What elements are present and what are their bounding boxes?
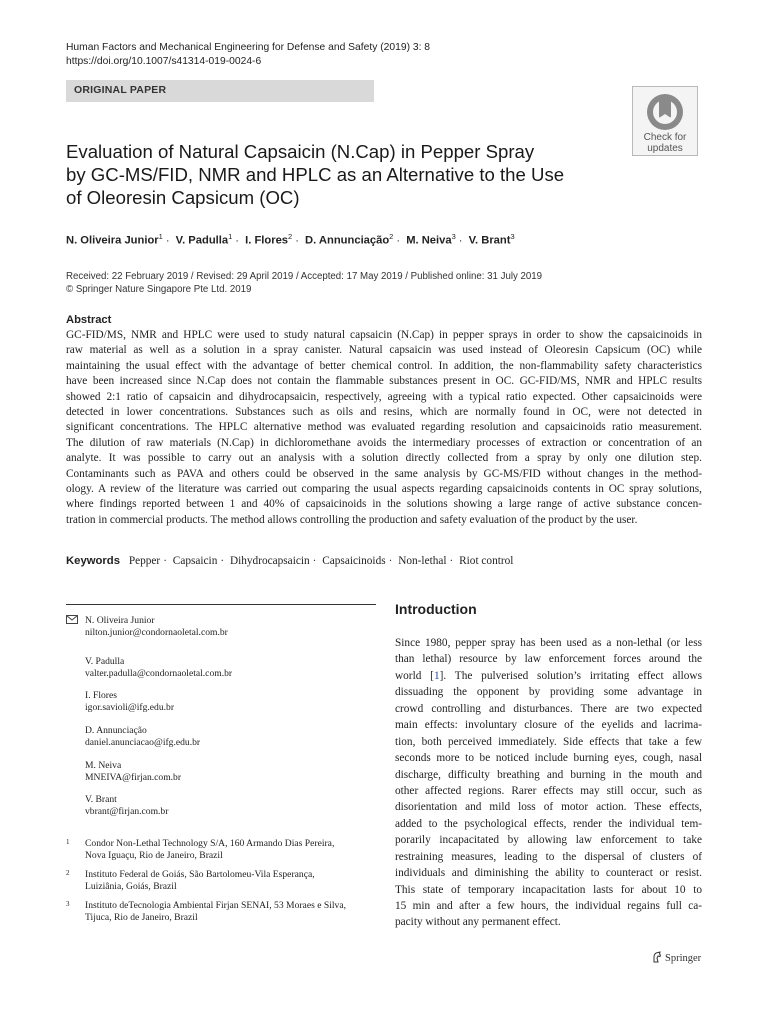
publisher-name: Springer [665,953,702,964]
intro-line: crowd controlling and disturbances. There are two expected [395,702,702,715]
correspondent-name: V. Brant [85,794,117,805]
springer-horse-icon [651,951,663,963]
check-badge-line2: updates [647,143,683,154]
abstract-line: The dilution of raw materials (N.Cap) in dichloromethane avoids the intermediary processes of extraction or concentration of an [66,436,702,449]
affiliation-number: 2 [66,869,70,877]
abstract-line: have been increased since N.Cap does not contain the flammable substances present in OC. GC-FID/MS, NMR and HPLC results [66,375,702,388]
abstract-line: showed 2:1 ratio of capsaicin and dihydrocapsaicin, respectively, agreeing with a typical ratio expected. Other capsaicinoids were [66,390,702,403]
intro-line: pacity without any permanent effect. [395,916,561,929]
abstract-line: raw material as well as a solution in a spray canister. Natural capsaicin was used instead of Oleoresin Capsicum (OC) while [66,344,702,357]
paper-title [66,140,566,209]
publication-dates: Received: 22 February 2019 / Revised: 29 April 2019 / Accepted: 17 May 2019 / Published online: 31 July 2019 [66,271,543,282]
intro-line: 15 min and after a few hours, the individual regains full ca- [395,900,702,912]
affiliation-number: 1 [66,838,70,846]
doi-link[interactable]: https://doi.org/10.1007/s41314-019-0024-6 [66,56,262,67]
abstract-line: detected in lower concentrations. Substances such as oils and resins, which are normally found in OC, were not detected in [66,405,702,418]
intro-line: dissuading the opponent by providing some advantage in [395,686,702,699]
footnote-divider [66,604,376,605]
introduction-heading: Introduction [395,601,477,617]
intro-line: than lethal) resource by law enforcement forces around the [395,653,702,666]
intro-line: added to the psychological effects, render the individual tem- [395,817,702,830]
intro-line: seconds more to be noticed include burning eyes, cough, nasal [395,752,702,765]
correspondent-email[interactable]: nilton.junior@condornaoletal.com.br [85,627,228,638]
correspondence-entry [85,725,200,749]
keyword: Dihydrocapsaicin [229,555,310,567]
correspondent-email[interactable]: valter.padulla@condornaoletal.com.br [85,668,233,679]
author-affiliation-mark: 1 [158,232,163,241]
correspondent-email[interactable]: daniel.anunciacao@ifg.edu.br [85,737,201,748]
keyword: Capsaicin [172,555,218,567]
author-name[interactable]: D. Annunciação [305,234,390,247]
intro-line: restraining measures, leading to the dispersal of clusters of [395,850,702,863]
author-affiliation-mark: 3 [510,232,515,241]
intro-line: discharge, difficulty breathing and burning in the mouth and [395,768,702,781]
title-line: Evaluation of Natural Capsaicin (N.Cap) in Pepper Spray [66,141,535,162]
intro-line: individuals and diminishing the ability to counteract or resist. [395,867,702,880]
paper-type-bar [66,80,374,102]
intro-line: disorientation and mild loss of motor action. These effects, [395,801,702,814]
correspondence-entry [85,656,232,680]
correspondence-entry [85,794,168,818]
keyword: Capsaicinoids [322,555,386,567]
correspondence-entry [85,760,181,784]
abstract-line: GC-FID/MS, NMR and HPLC were used to study natural capsaicin (N.Cap) in pepper sprays in order to show the capsaicinoids in [66,329,702,341]
correspondent-name: M. Neiva [85,760,122,771]
intro-line: Since 1980, pepper spray has been used as a non-lethal (or less [395,637,702,649]
abstract-line: analyte. It was possible to carry out an analysis with a solution directly collected from a spray by only one dilution step. [66,452,702,465]
title-line: of Oleoresin Capsicum (OC) [66,187,300,208]
intro-line: main effects: involuntary closure of the eyelids and lacrima- [395,719,702,732]
correspondent-email[interactable]: MNEIVA@firjan.com.br [85,772,182,783]
affiliation-line: Nova Iguaçu, Rio de Janeiro, Brazil [85,850,223,861]
correspondent-email[interactable]: igor.savioli@ifg.edu.br [85,702,175,713]
correspondence-entry [85,615,228,639]
author-line: N. Oliveira Junior$^1$ · V. Padulla$^1$ · I. Flores$^2$ · D. Annunciação$^2$ · M. Neiva$^3$ · V. Brant$^3$ [66,232,515,247]
intro-line: tion, both perceived immediately. Side effects that take a few [395,735,702,748]
author-name[interactable]: N. Oliveira Junior [66,234,159,247]
affiliation-line: Condor Non-Lethal Technology S/A, 160 Armando Dias Pereira, [85,838,335,849]
abstract-line: Contaminants such as PAVA and others could be observed in the same analysis by GC-MS/FID without changes in the method- [66,467,702,480]
abstract-line: maintaining the usual effect with the advantage of better chemical control. In addition, the non-flammability safety characteristics [66,359,702,372]
keywords-label: Keywords [66,555,120,567]
publisher-logo [651,951,701,964]
correspondence-entry [85,690,174,714]
author-affiliation-mark: 2 [288,232,293,241]
affiliation-line: Tijuca, Rio de Janeiro, Brazil [85,912,198,923]
author-name[interactable]: V. Padulla [175,234,229,247]
check-badge-line1: Check for [643,132,687,143]
author-name[interactable]: I. Flores [245,234,289,247]
affiliation-number: 3 [66,900,70,908]
abstract-body [66,328,702,528]
citation-link[interactable]: 1 [433,669,440,682]
intro-line: This state of temporary incapacitation lasts for about 10 to [395,883,702,896]
correspondent-name: N. Oliveira Junior [85,615,155,626]
affiliation-line: Luiziânia, Goiás, Brazil [85,881,177,892]
journal-citation: Human Factors and Mechanical Engineering for Defense and Safety (2019) 3: 8 [66,42,431,53]
keyword: Pepper [128,555,161,567]
abstract-line: where findings reported between 1 and 40% of capsaicinoids in the solutions showing a large range of active substance concen- [66,498,702,511]
keyword: Riot control [459,555,514,567]
correspondent-name: V. Padulla [85,656,125,667]
author-name[interactable]: V. Brant [468,234,511,247]
keyword: Non-lethal [398,555,447,567]
crossmark-icon [645,92,685,132]
correspondent-name: I. Flores [85,690,117,701]
affiliation-line: Instituto Federal de Goiás, São Bartolomeu-Vila Esperança, [85,869,315,880]
paper-type-label: ORIGINAL PAPER [74,84,167,96]
intro-line: porarily incapacitated by allowing law enforcement to take [395,834,702,847]
check-for-updates-badge[interactable] [632,86,698,156]
author-affiliation-mark: 3 [451,232,456,241]
abstract-line: tration in commercial products. The method allows controlling the production and safety evaluation of the product by the user. [66,513,638,526]
abstract-heading: Abstract [66,314,112,326]
intro-line: other affected regions. Rarer effects may still occur, such as [395,784,702,797]
author-affiliation-mark: 1 [228,232,233,241]
abstract-line: significant concentrations. The HPLC alternative method was evaluated regarding resolution and capsaicinoids ratio measurement. [66,421,702,434]
author-affiliation-mark: 2 [389,232,394,241]
envelope-icon [66,615,78,624]
title-line: by GC-MS/FID, NMR and HPLC as an Alternative to the Use [66,164,565,185]
correspondent-email[interactable]: vbrant@firjan.com.br [85,806,169,817]
intro-line: world [1]. The pulverised solution’s irritating effect allows [395,669,702,682]
keywords-line: Keywords Pepper · Capsaicin · Dihydrocapsaicin · Capsaicinoids · Non-lethal · Riot control [66,555,514,567]
copyright-notice: © Springer Nature Singapore Pte Ltd. 2019 [66,284,252,295]
correspondent-name: D. Annunciação [85,725,147,736]
affiliation-line: Instituto deTecnologia Ambiental Firjan SENAI, 53 Moraes e Silva, [85,900,346,911]
introduction-body [395,635,702,931]
abstract-line: ology. A review of the literature was carried out comparing the usual aspects regarding capsaicinoids contents in OC spray solutions, [66,482,702,495]
author-name[interactable]: M. Neiva [406,234,452,247]
